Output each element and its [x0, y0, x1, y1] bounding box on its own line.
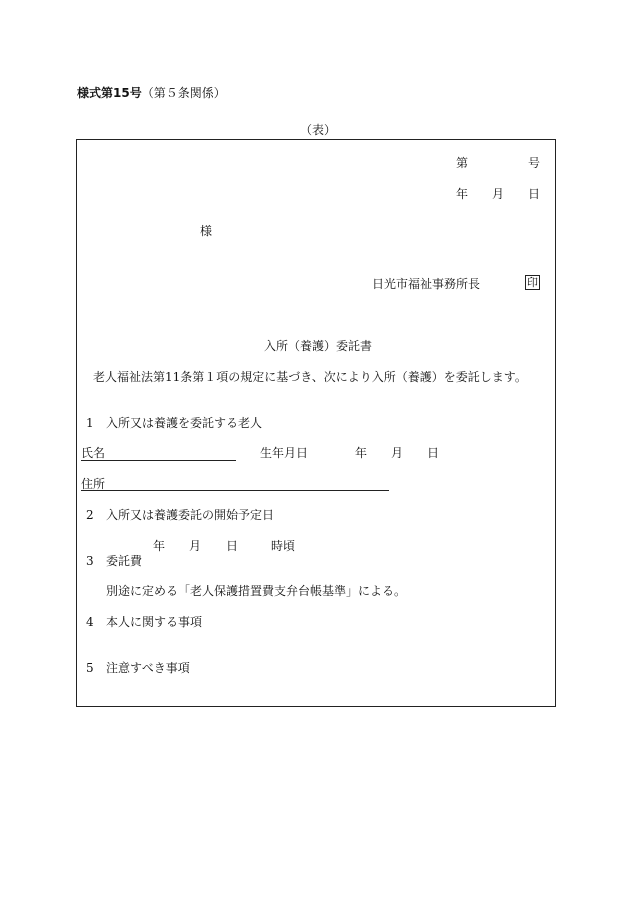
start-year: 年	[153, 539, 166, 553]
document-title: 入所（養護）委託書	[264, 339, 373, 353]
seal-stamp: 印	[527, 276, 538, 289]
birthdate-label: 生年月日	[260, 446, 309, 460]
section-4-label: 本人に関する事項	[106, 615, 203, 629]
birth-day: 日	[427, 446, 440, 460]
section-1-number: 1	[86, 416, 94, 430]
name-label: 氏名	[81, 446, 106, 460]
name-underline	[81, 460, 236, 461]
birth-month: 月	[391, 446, 404, 460]
start-time: 時頃	[271, 539, 296, 553]
birth-year: 年	[355, 446, 368, 460]
section-1-label: 入所又は養護を委託する老人	[106, 416, 263, 430]
section-5-label: 注意すべき事項	[106, 661, 190, 675]
start-month: 月	[189, 539, 202, 553]
form-title	[77, 86, 226, 100]
intro-text: 老人福祉法第11条第１項の規定に基づき、次により入所（養護）を委託します。	[93, 370, 527, 384]
address-label: 住所	[81, 477, 106, 491]
section-3-label: 委託費	[106, 554, 143, 568]
addressee-honorific: 様	[200, 224, 213, 238]
issuer-name: 日光市福祉事務所長	[372, 277, 481, 291]
form-number: 様式第15号	[77, 86, 142, 100]
fee-text: 別途に定める「老人保護措置費支弁台帳基準」による。	[106, 584, 407, 598]
side-label: （表）	[300, 123, 337, 137]
form-relation: （第５条関係）	[141, 86, 226, 100]
issue-year: 年	[456, 187, 469, 201]
section-5-number: 5	[86, 661, 94, 675]
issue-number-prefix: 第	[456, 156, 469, 170]
issue-day: 日	[528, 187, 541, 201]
issue-month: 月	[492, 187, 505, 201]
section-2-number: 2	[86, 508, 94, 522]
section-4-number: 4	[86, 615, 94, 629]
section-2-label: 入所又は養護委託の開始予定日	[106, 508, 275, 522]
address-underline	[81, 490, 389, 491]
start-day: 日	[226, 539, 239, 553]
issue-number-suffix: 号	[528, 156, 541, 170]
section-3-number: 3	[86, 554, 94, 568]
